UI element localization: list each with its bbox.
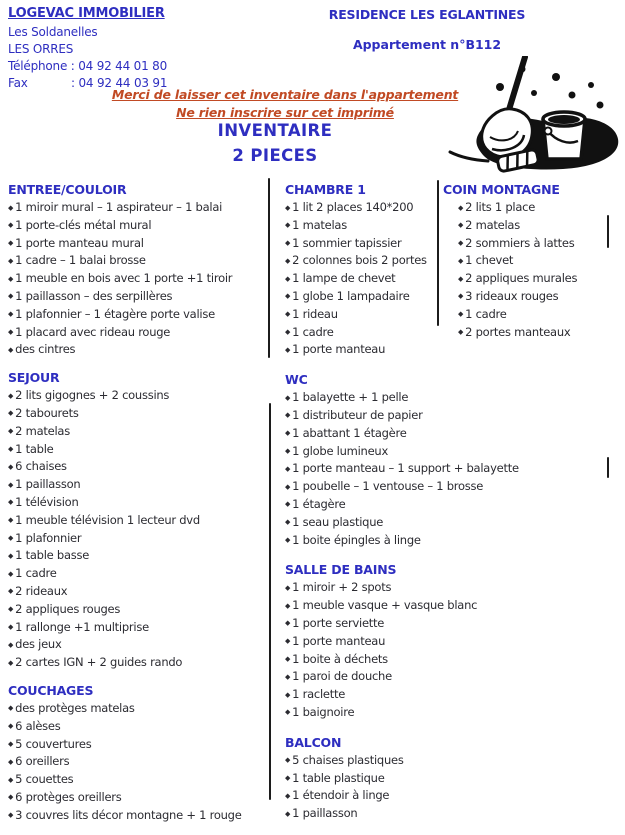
list-item	[8, 619, 270, 637]
list-item	[8, 494, 270, 512]
list-item	[8, 476, 270, 494]
item-text: 1 meuble en bois avec 1 porte +1 tiroir	[15, 271, 233, 286]
item-text: 1 distributeur de papier	[292, 407, 423, 422]
item-text: des jeux	[15, 637, 62, 652]
bullet-icon: ◆	[285, 482, 291, 491]
list-item	[443, 270, 623, 288]
notice-line: Ne rien inscrire sur cet imprimé	[176, 105, 394, 120]
section-title: CHAMBRE 1	[285, 182, 366, 197]
list-item	[285, 633, 620, 651]
bullet-icon: ◆	[8, 516, 14, 525]
bullet-icon: ◆	[8, 722, 14, 731]
bullet-icon: ◆	[285, 447, 291, 456]
item-text: 1 lampe de chevet	[292, 271, 396, 286]
inventory-section-coin-montagne	[443, 181, 623, 341]
item-text: 6 alèses	[15, 718, 61, 733]
list-item	[285, 668, 620, 686]
bullet-icon: ◆	[8, 534, 14, 543]
item-text: 1 abattant 1 étagère	[292, 425, 407, 440]
bullet-icon: ◆	[8, 427, 14, 436]
list-item	[8, 636, 270, 654]
company-fax-line: Fax : 04 92 44 03 91	[8, 76, 168, 90]
list-item	[8, 718, 270, 736]
list-item	[285, 443, 620, 461]
bullet-icon: ◆	[285, 672, 291, 681]
list-item	[8, 601, 270, 619]
item-text: 2 cartes IGN + 2 guides rando	[15, 655, 183, 670]
list-item	[443, 288, 623, 306]
bullet-icon: ◆	[458, 328, 464, 337]
list-item	[285, 514, 620, 532]
item-text: 5 couvertures	[15, 736, 92, 751]
bullet-icon: ◆	[8, 328, 14, 337]
bullet-icon: ◆	[285, 328, 291, 337]
section-title: WC	[285, 372, 308, 388]
list-item	[8, 700, 270, 718]
bullet-icon: ◆	[285, 429, 291, 438]
list-item	[443, 252, 623, 270]
bullet-icon: ◆	[8, 811, 14, 820]
bullet-icon: ◆	[285, 774, 291, 783]
bullet-icon: ◆	[458, 274, 464, 283]
item-text: 1 globe 1 lampadaire	[292, 288, 410, 303]
list-item	[285, 496, 620, 514]
item-text: 1 porte-clés métal mural	[15, 217, 152, 232]
item-text: 1 porte manteau	[292, 633, 386, 648]
item-text: des protèges matelas	[15, 700, 135, 715]
bullet-icon: ◆	[285, 809, 291, 818]
notice-line: Merci de laisser cet inventaire dans l'appartement	[111, 87, 459, 102]
list-item	[8, 654, 270, 672]
item-text: 1 paillasson – des serpillères	[15, 288, 173, 303]
item-text: 2 tabourets	[15, 405, 79, 420]
item-text: 1 paroi de douche	[292, 669, 392, 684]
list-item	[8, 441, 270, 459]
list-item	[8, 217, 270, 235]
item-text: 2 lits gigognes + 2 coussins	[15, 388, 170, 403]
item-text: 1 miroir + 2 spots	[292, 580, 392, 595]
cleaning-mop-and-bucket-icon	[448, 56, 623, 176]
bullet-icon: ◆	[8, 793, 14, 802]
item-text: 6 oreillers	[15, 754, 70, 769]
list-item	[285, 407, 620, 425]
list-item	[285, 460, 620, 478]
bullet-icon: ◆	[285, 203, 291, 212]
item-text: 1 rideau	[292, 306, 338, 321]
list-item	[443, 324, 623, 342]
bullet-icon: ◆	[458, 239, 464, 248]
item-text: 1 paillasson	[292, 806, 358, 821]
list-item	[8, 324, 270, 342]
item-text: 1 meuble vasque + vasque blanc	[292, 598, 478, 613]
bullet-icon: ◆	[8, 640, 14, 649]
scan-stroke-line	[607, 457, 609, 478]
list-item	[443, 306, 623, 324]
bullet-icon: ◆	[285, 310, 291, 319]
company-address-line: Les Soldanelles	[8, 25, 98, 39]
item-text: 1 table basse	[15, 548, 90, 563]
item-text: 1 plafonnier	[15, 530, 82, 545]
section-title: SEJOUR	[8, 370, 60, 386]
item-text: 1 cadre – 1 balai brosse	[15, 253, 146, 268]
item-text: 1 seau plastique	[292, 514, 384, 529]
inventory-section-entree-couloir	[8, 181, 270, 359]
list-item	[8, 547, 270, 565]
company-phone-line: Téléphone : 04 92 44 01 80	[8, 59, 168, 73]
item-text: 1 matelas	[292, 217, 347, 232]
list-item	[285, 597, 620, 615]
list-item	[443, 217, 623, 235]
item-text: 2 portes manteaux	[465, 324, 571, 339]
section-title: BALCON	[285, 734, 342, 750]
document-title	[125, 118, 425, 168]
bullet-icon: ◆	[8, 740, 14, 749]
item-text: 2 rideaux	[15, 583, 68, 598]
bullet-icon: ◆	[8, 221, 14, 230]
section-title: SALLE DE BAINS	[285, 562, 397, 578]
bullet-icon: ◆	[285, 601, 291, 610]
bullet-icon: ◆	[285, 221, 291, 230]
bullet-icon: ◆	[8, 409, 14, 418]
list-item	[8, 341, 270, 359]
item-text: 1 plafonnier – 1 étagère porte valise	[15, 306, 215, 321]
item-text: 1 boite épingles à linge	[292, 532, 421, 547]
list-item	[285, 615, 620, 633]
item-text: 1 boite à déchets	[292, 651, 388, 666]
item-text: 2 matelas	[465, 217, 520, 232]
column-divider-line	[437, 180, 439, 326]
bullet-icon: ◆	[285, 637, 291, 646]
bullet-icon: ◆	[285, 791, 291, 800]
list-item	[8, 512, 270, 530]
inventory-section-sejour	[8, 369, 270, 672]
item-text: 2 matelas	[15, 423, 70, 438]
item-text: 3 couvres lits décor montagne + 1 rouge	[15, 807, 242, 822]
list-item	[8, 789, 270, 807]
bullet-icon: ◆	[285, 393, 291, 402]
item-text: 1 cadre	[292, 324, 334, 339]
bullet-icon: ◆	[8, 551, 14, 560]
bullet-icon: ◆	[285, 239, 291, 248]
bullet-icon: ◆	[285, 756, 291, 765]
item-text: 1 lit 2 places 140*200	[292, 200, 414, 214]
list-item	[285, 651, 620, 669]
item-text: 1 miroir mural – 1 aspirateur – 1 balai	[15, 200, 223, 214]
column-divider-line	[268, 178, 270, 358]
column-divider-line	[269, 403, 271, 800]
bullet-icon: ◆	[8, 480, 14, 489]
residence-name: RESIDENCE LES EGLANTINES	[328, 7, 526, 22]
list-item	[8, 235, 270, 253]
item-text: 1 paillasson	[15, 477, 81, 492]
inventory-section-balcon	[285, 734, 620, 823]
item-text: 1 porte manteau	[292, 342, 386, 357]
item-text: 1 chevet	[465, 253, 514, 268]
bullet-icon: ◆	[8, 345, 14, 354]
list-item	[8, 387, 270, 405]
bullet-icon: ◆	[8, 498, 14, 507]
list-item	[285, 805, 620, 823]
notice-block	[85, 86, 485, 122]
list-item	[285, 770, 620, 788]
list-item	[8, 423, 270, 441]
item-text: 3 rideaux rouges	[465, 288, 559, 303]
bullet-icon: ◆	[285, 708, 291, 717]
item-text: 2 appliques rouges	[15, 601, 121, 616]
list-item	[285, 389, 620, 407]
list-item	[8, 252, 270, 270]
list-item	[8, 753, 270, 771]
item-text: 1 étagère	[292, 496, 346, 511]
item-text: 2 appliques murales	[465, 271, 578, 286]
bullet-icon: ◆	[8, 239, 14, 248]
section-title: ENTREE/COULOIR	[8, 182, 127, 197]
item-text: 6 chaises	[15, 459, 67, 474]
bullet-icon: ◆	[8, 757, 14, 766]
item-text: 1 placard avec rideau rouge	[15, 324, 171, 339]
bullet-icon: ◆	[285, 583, 291, 592]
bullet-icon: ◆	[8, 274, 14, 283]
list-item	[285, 704, 620, 722]
list-item	[8, 771, 270, 789]
item-text: 1 étendoir à linge	[292, 788, 390, 803]
list-item	[8, 736, 270, 754]
item-text: 1 cadre	[465, 306, 507, 321]
inventory-column-3	[443, 181, 623, 351]
section-title: COIN MONTAGNE	[443, 182, 560, 197]
bullet-icon: ◆	[8, 605, 14, 614]
item-text: 1 meuble télévision 1 lecteur dvd	[15, 512, 200, 527]
list-item	[443, 199, 623, 217]
item-text: 1 cadre	[15, 566, 57, 581]
bullet-icon: ◆	[458, 221, 464, 230]
list-item	[8, 405, 270, 423]
inventory-section-salle-de-bains	[285, 561, 620, 721]
document-title-line1: INVENTAIRE	[217, 121, 333, 140]
item-text: 2 lits 1 place	[465, 200, 536, 214]
inventory-column-1	[8, 181, 270, 835]
bullet-icon: ◆	[458, 310, 464, 319]
item-text: 1 globe lumineux	[292, 443, 389, 458]
item-text: 1 table	[15, 441, 54, 456]
bullet-icon: ◆	[8, 775, 14, 784]
bullet-icon: ◆	[285, 256, 291, 265]
bullet-icon: ◆	[8, 704, 14, 713]
scan-stroke-line	[607, 215, 609, 248]
bullet-icon: ◆	[8, 623, 14, 632]
item-text: 5 couettes	[15, 772, 74, 787]
bullet-icon: ◆	[285, 411, 291, 420]
company-name: LOGEVAC IMMOBILIER	[8, 6, 165, 21]
list-item	[443, 235, 623, 253]
bullet-icon: ◆	[8, 462, 14, 471]
item-text: 5 chaises plastiques	[292, 752, 404, 767]
bullet-icon: ◆	[285, 274, 291, 283]
item-text: 1 balayette + 1 pelle	[292, 390, 409, 405]
bullet-icon: ◆	[8, 310, 14, 319]
bullet-icon: ◆	[8, 445, 14, 454]
bullet-icon: ◆	[8, 569, 14, 578]
item-text: 1 sommier tapissier	[292, 235, 402, 250]
apartment-number: Appartement n°B112	[352, 37, 502, 52]
item-text: 6 protèges oreillers	[15, 789, 122, 804]
company-city-line: LES ORRES	[8, 42, 74, 56]
item-text: 1 porte serviette	[292, 615, 385, 630]
item-text: 1 porte manteau mural	[15, 235, 144, 250]
list-item	[8, 807, 270, 825]
list-item	[285, 787, 620, 805]
item-text: 1 baignoire	[292, 704, 355, 719]
section-title: COUCHAGES	[8, 682, 94, 698]
bullet-icon: ◆	[285, 655, 291, 664]
list-item	[8, 530, 270, 548]
list-item	[8, 565, 270, 583]
document-title-line2: 2 PIECES	[232, 146, 318, 165]
bullet-icon: ◆	[285, 690, 291, 699]
bullet-icon: ◆	[285, 619, 291, 628]
bullet-icon: ◆	[458, 292, 464, 301]
inventory-section-couchages	[8, 682, 270, 825]
bullet-icon: ◆	[8, 658, 14, 667]
list-item	[8, 288, 270, 306]
bullet-icon: ◆	[8, 256, 14, 265]
list-item	[8, 458, 270, 476]
list-item	[285, 686, 620, 704]
bullet-icon: ◆	[285, 536, 291, 545]
bullet-icon: ◆	[285, 464, 291, 473]
bullet-icon: ◆	[285, 345, 291, 354]
list-item	[8, 306, 270, 324]
item-text: des cintres	[15, 342, 76, 357]
list-item	[8, 270, 270, 288]
list-item	[285, 478, 620, 496]
inventory-section-wc	[285, 371, 620, 549]
bullet-icon: ◆	[8, 292, 14, 301]
item-text: 1 télévision	[15, 494, 79, 509]
item-text: 1 table plastique	[292, 770, 385, 785]
item-text: 1 raclette	[292, 687, 346, 702]
company-block	[8, 4, 167, 92]
list-item	[285, 532, 620, 550]
list-item	[8, 199, 270, 217]
item-text: 1 rallonge +1 multiprise	[15, 619, 149, 634]
item-text: 1 porte manteau – 1 support + balayette	[292, 461, 519, 476]
list-item	[285, 425, 620, 443]
list-item	[285, 752, 620, 770]
bullet-icon: ◆	[8, 203, 14, 212]
bullet-icon: ◆	[458, 256, 464, 265]
list-item	[285, 579, 620, 597]
list-item	[8, 583, 270, 601]
bullet-icon: ◆	[8, 587, 14, 596]
bullet-icon: ◆	[285, 292, 291, 301]
bullet-icon: ◆	[458, 203, 464, 212]
item-text: 2 sommiers à lattes	[465, 235, 575, 250]
item-text: 1 poubelle – 1 ventouse – 1 brosse	[292, 479, 484, 494]
bullet-icon: ◆	[285, 518, 291, 527]
bullet-icon: ◆	[285, 500, 291, 509]
bullet-icon: ◆	[8, 391, 14, 400]
item-text: 2 colonnes bois 2 portes	[292, 253, 427, 268]
